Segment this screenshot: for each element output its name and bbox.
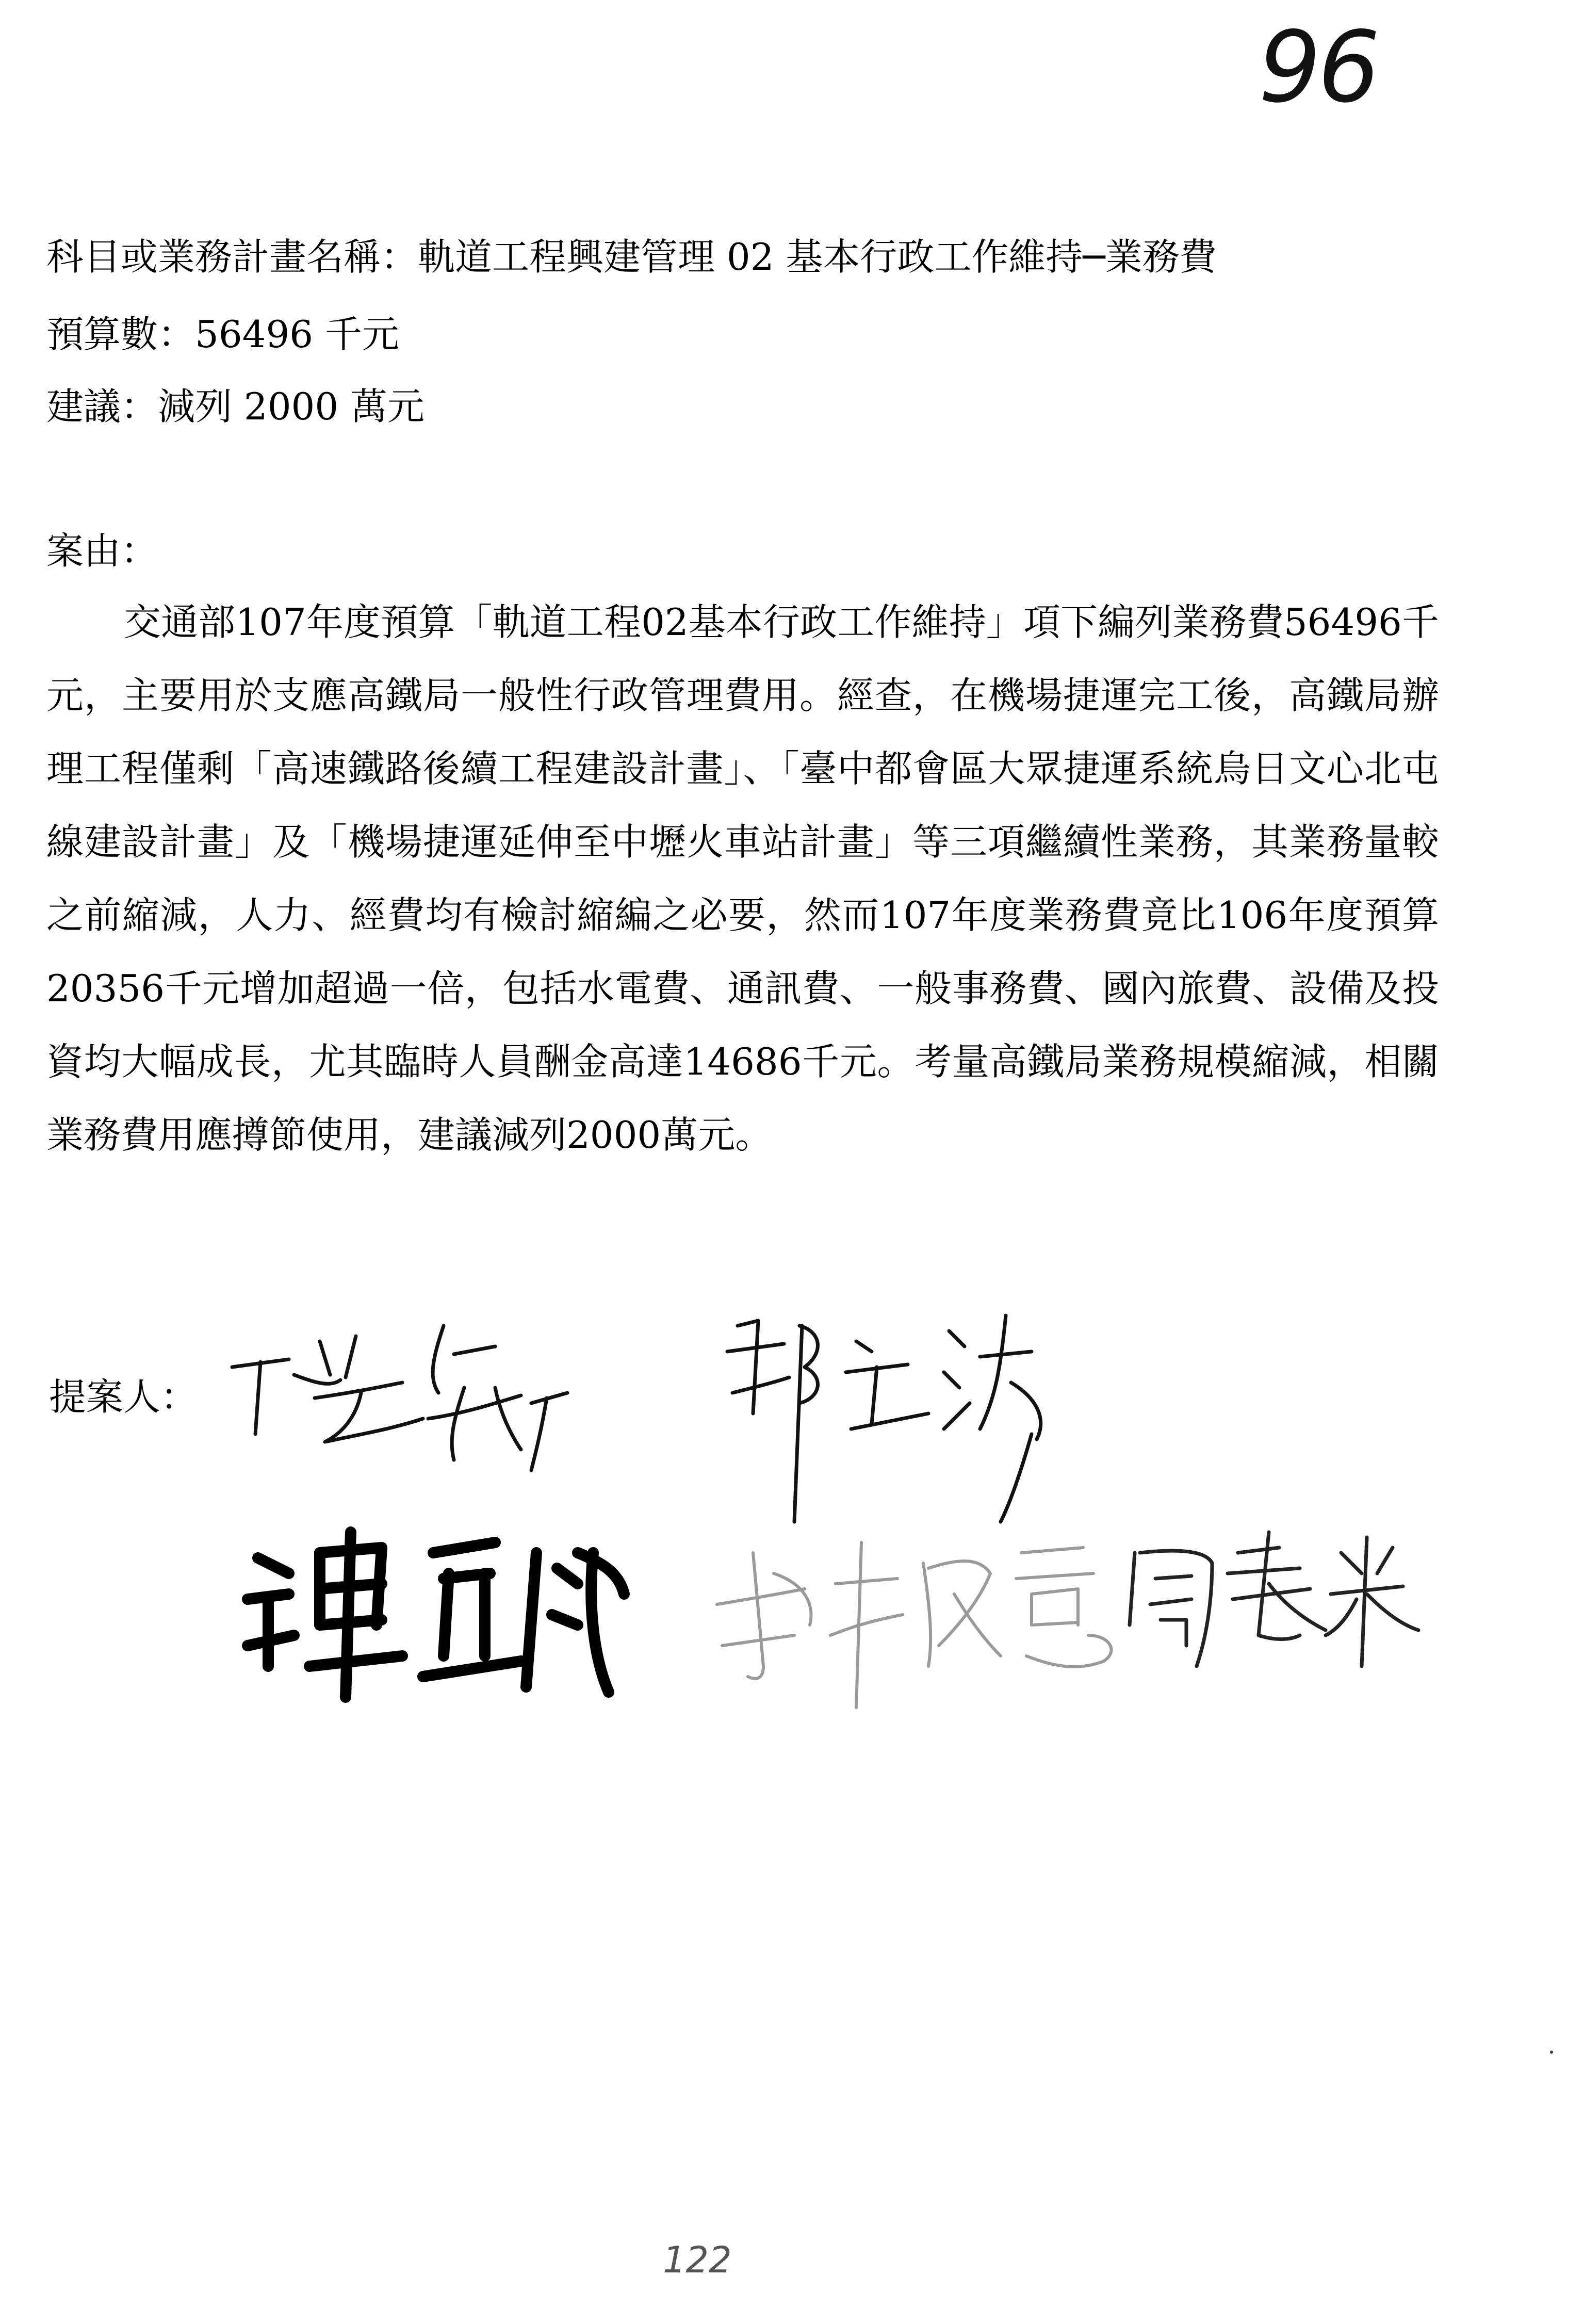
signature-4 (717, 1542, 1111, 1708)
signature-1 (232, 1326, 567, 1470)
reason-paragraph: 交通部107年度預算「軌道工程02基本行政工作維持」項下編列業務費56496千元，主要用於支應高鐵局一般性行政管理費用。經查，在機場捷運完工後，高鐵局辦理工程僅剩「高速鐵路後續工程建設計畫」、「臺中都會區大眾捷運系統烏日文心北屯線建設計畫」及「機場捷運延伸至中壢火車站計畫」等三項繼續性業務，其業務量較之前縮減，人力、經費均有檢討縮編之必要，然而107年度業務費竟比106年度預算20356千元增加超過一倍，包括水電費、通訊費、一般事務費、國內旅費、設備及投資均大幅成長，尤其臨時人員酬金高達14686千元。考量高鐵局業務規模縮減，相關業務費用應撙節使用，建議減列2000萬元。 (46, 600, 1439, 1157)
proposer-label: 提案人： (49, 1375, 198, 1419)
suggestion-label: 建議： (46, 385, 158, 428)
subject-label: 科目或業務計畫名稱： (46, 235, 418, 279)
signatures-area (0, 1264, 1584, 1728)
subject-line (46, 227, 1217, 281)
page-number: 122 (663, 2239, 732, 2281)
budget-line (46, 304, 399, 358)
signature-5 (1130, 1532, 1418, 1666)
reason-heading: 案由： (46, 529, 158, 573)
subject-value: 軌道工程興建管理 02 基本行政工作維持─業務費 (418, 235, 1217, 279)
suggestion-line (46, 377, 424, 430)
budget-value: 56496 千元 (195, 313, 399, 356)
scan-speck (1550, 2051, 1553, 2054)
signature-2 (727, 1315, 1041, 1522)
signature-3 (248, 1532, 624, 1697)
suggestion-value: 減列 2000 萬元 (158, 385, 425, 428)
budget-label: 預算數： (46, 313, 195, 356)
handwritten-page-number: 96 (1259, 10, 1377, 124)
